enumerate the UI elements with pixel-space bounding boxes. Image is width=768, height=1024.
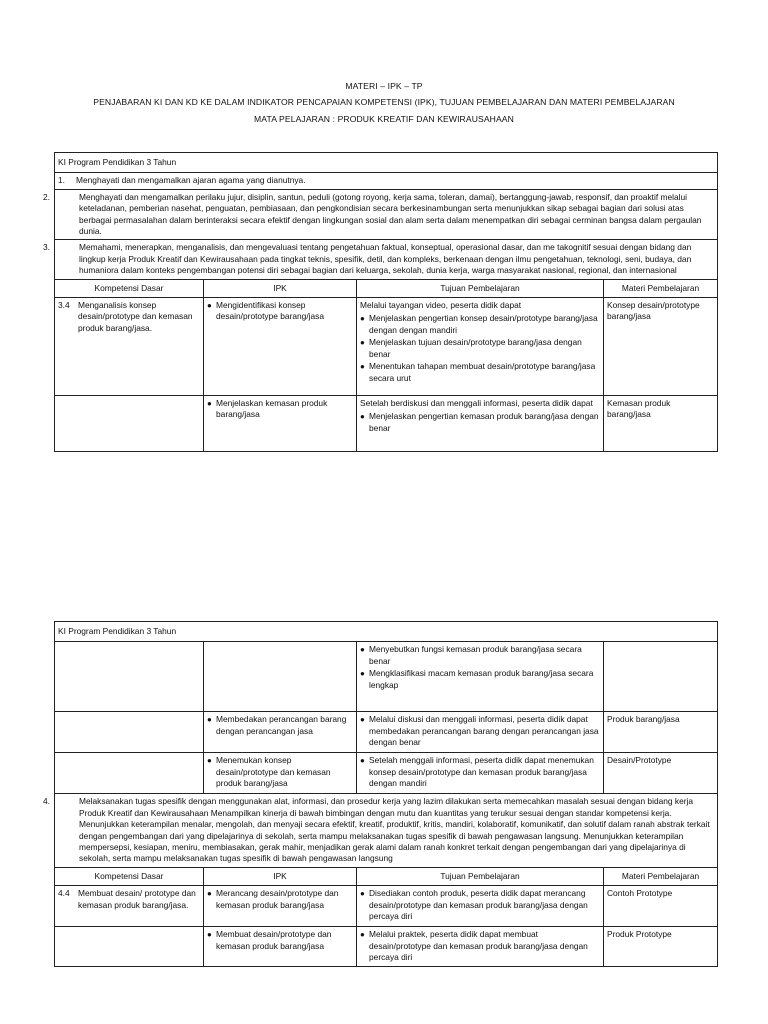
table-row [55,753,718,794]
col-header-ipk: IPK [204,867,357,885]
tp-cell: Melalui tayangan video, peserta didik dapat ● Menjelaskan pengertian konsep desain/prototype barang/jasa dengan dengan mandiri ● Menjelaskan tujuan desain/prototype barang/jasa dengan benar ● Menentukan tahapan membuat desain/prototype barang/jasa secara urut [357,298,604,396]
col-header-ipk: IPK [204,279,357,297]
ki-item-1: 1. Menghayati dan mengamalkan ajaran agama yang dianutnya. [55,173,718,189]
column-header-row [55,279,718,297]
ipk-cell: ● Merancang desain/prototype dan kemasan produk barang/jasa [204,886,357,927]
col-header-kd: Kompetensi Dasar [55,867,204,885]
ipk-cell: ● Mengidentifikasi konsep desain/prototype barang/jasa [204,298,357,396]
col-header-tp: Tujuan Pembelajaran [357,279,604,297]
ki-item-2: 2. Menghayati dan mengamalkan perilaku jujur, disiplin, santun, peduli (gotong royong, kerja sama, toleran, damai), bertanggung-jawab, responsif, dan proaktif melalui keteladanan, pemberian nasehat, penguatan, pembiasaan, dan pengkondisian secara berkesinambungan serta menunjukkan sikap sebagai bagian dari solusi atas berbagai permasalahan dalam berinteraksi secara efektif dengan lingkungan sosial dan alam serta dalam menempatkan diri sebagai cerminan bangsa dalam pergaulan dunia. [55,189,718,240]
tp-cell: ● Melalui diskusi dan menggali informasi, peserta didik dapat membedakan perancangan barang dengan perancangan jasa dengan benar [357,712,604,753]
bullet-icon: ● [207,301,212,311]
bullet-icon: ● [207,715,212,725]
mp-cell: Kemasan produk barang/jasa [604,396,718,452]
bullet-icon: ● [360,889,365,899]
kd-cell [55,927,204,967]
mp-cell: Contoh Prototype [604,886,718,927]
mp-cell: Konsep desain/prototype barang/jasa [604,298,718,396]
col-header-mp: Materi Pembelajaran [604,279,718,297]
ki-item-3: 3. Memahami, menerapkan, menganalisis, dan mengevaluasi tentang pengetahuan faktual, konseptual, operasional dasar, dan me takognitif sesuai dengan bidang dan lingkup kerja Produk Kreatif dan Kewirausahaan pada tingkat teknis, spesifik, detil, dan kompleks, berkenaan dengan ilmu pengetahuan, teknologi, seni, budaya, dan humaniora dalam konteks pengembangan potensi diri sebagai bagian dari keluarga, sekolah, dunia kerja, warga masyarakat nasional, regional, dan internasional [55,240,718,279]
bullet-icon: ● [360,362,365,372]
doc-subtitle: PENJABARAN KI DAN KD KE DALAM INDIKATOR PENCAPAIAN KOMPETENSI (IPK), TUJUAN PEMBELAJARAN DAN MATERI PEMBELAJARAN [93,97,675,107]
table-row [55,886,718,927]
tp-cell: ● Melalui praktek, peserta didik dapat membuat desain/prototype dan kemasan produk barang/jasa dengan percaya diri [357,927,604,967]
ipk-cell: ● Menemukan konsep desain/prototype dan kemasan produk barang/jasa [204,753,357,794]
bullet-icon: ● [207,930,212,940]
bullet-icon: ● [207,889,212,899]
mp-cell: Produk barang/jasa [604,712,718,753]
bullet-icon: ● [360,338,365,348]
mp-cell [604,642,718,712]
ki-item-4: 4. Melaksanakan tugas spesifik dengan menggunakan alat, informasi, dan prosedur kerja yang lazim dilakukan serta memecahkan masalah sesuai dengan bidang kerja Produk Kreatif dan Kewirausahaan Menampilkan kinerja di bawah bimbingan dengan mutu dan kuantitas yang terukur sesuai dengan standar kompetensi kerja. Menunjukkan keterampilan menalar, mengolah, dan menyaji secara efektif, kreatif, produktif, kritis, mandiri, kolaboratif, komunikatif, dan solutif dalam ranah abstrak terkait dengan pengembangan dari yang dipelajarinya di sekolah, serta mampu melaksanakan tugas spesifik di bawah pengawasan langsung. Menunjukkan keterampilan mempersepsi, kesiapan, meniru, membiasakan, gerak mahir, menjadikan gerak alami dalam ranah konkret terkait dengan pengembangan dari yang dipelajarinya di sekolah, serta mampu melaksanakan tugas spesifik di bawah pengawasan langsung [55,794,718,867]
bullet-icon: ● [360,669,365,679]
bullet-icon: ● [360,412,365,422]
kd-cell [55,396,204,452]
competency-table-2 [43,621,718,967]
kd-cell: 3.4 Menganalisis konsep desain/prototype dan kemasan produk barang/jasa. [55,298,204,396]
ipk-cell: ● Membuat desain/prototype dan kemasan produk barang/jasa [204,927,357,967]
table-row [55,298,718,396]
col-header-mp: Materi Pembelajaran [604,867,718,885]
col-header-kd: Kompetensi Dasar [55,279,204,297]
bullet-icon: ● [360,645,365,655]
doc-subject: MATA PELAJARAN : PRODUK KREATIF DAN KEWIRAUSAHAAN [254,114,514,124]
bullet-icon: ● [360,930,365,940]
ki-header: KI Program Pendidikan 3 Tahun [55,153,718,173]
table-row [55,927,718,967]
tp-cell: ● Setelah menggali informasi, peserta didik dapat menemukan konsep desain/prototype dan kemasan produk barang/jasa dengan mandiri [357,753,604,794]
kd-cell: 4.4 Membuat desain/ prototype dan kemasan produk barang/jasa. [55,886,204,927]
bullet-icon: ● [360,314,365,324]
tp-cell: ● Menyebutkan fungsi kemasan produk barang/jasa secara benar ● Mengklasifikasi macam kemasan produk barang/jasa secara lengkap [357,642,604,712]
bullet-icon: ● [207,756,212,766]
ki-header: KI Program Pendidikan 3 Tahun [55,622,718,642]
column-header-row [55,867,718,885]
table-row [55,396,718,452]
kd-cell [55,712,204,753]
kd-cell [55,753,204,794]
ipk-cell [204,642,357,712]
bullet-icon: ● [207,399,212,409]
bullet-icon: ● [360,756,365,766]
mp-cell: Produk Prototype [604,927,718,967]
table-row [55,712,718,753]
tp-cell: Setelah berdiskusi dan menggali informasi, peserta didik dapat ● Menjelaskan pengertian kemasan produk barang/jasa dengan benar [357,396,604,452]
competency-table-1 [43,152,718,452]
mp-cell: Desain/Prototype [604,753,718,794]
table-row [55,642,718,712]
kd-cell [55,642,204,712]
ipk-cell: ● Membedakan perancangan barang dengan perancangan jasa [204,712,357,753]
doc-title: MATERI – IPK – TP [345,81,423,91]
tp-cell: ● Disediakan contoh produk, peserta didik dapat merancang desain/prototype dan kemasan produk barang/jasa dengan percaya diri [357,886,604,927]
ipk-cell: ● Menjelaskan kemasan produk barang/jasa [204,396,357,452]
col-header-tp: Tujuan Pembelajaran [357,867,604,885]
bullet-icon: ● [360,715,365,725]
